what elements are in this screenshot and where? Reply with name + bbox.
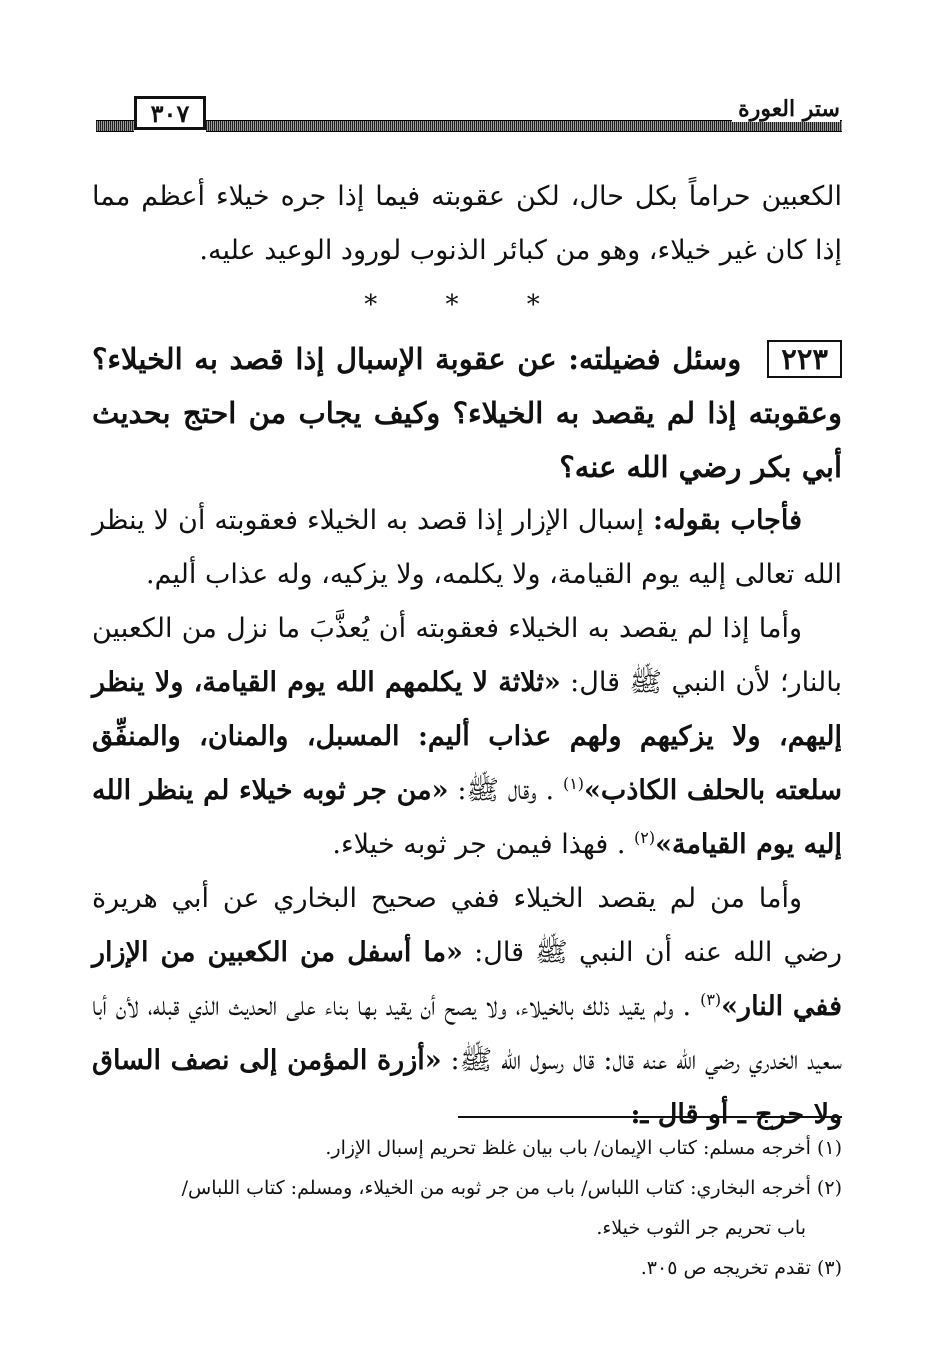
page-header (0, 0, 927, 140)
p2-text-a: وأما إذا لم يقصد به الخيلاء فعقوبته أن يُعذَّبَ ما نزل من الكعبين بالنار؛ لأن النبي ﷺ قال: (92, 613, 842, 698)
hadith-2: «من جر ثوبه خيلاء لم ينظر الله إليه يوم القيامة» (92, 775, 842, 860)
running-title: ستر العورة (732, 96, 840, 122)
footnotes (92, 1128, 842, 1288)
footnote-1: (١) أخرجه مسلم: كتاب الإيمان/ باب بيان غلظ تحريم إسبال الإزار. (325, 1137, 842, 1159)
hadith-4: «أزرة المؤمن إلى نصف الساق ولا حرج ـ أو قال ـ: (92, 1045, 842, 1130)
p2-text-c: . فهذا فيمن جر ثوبه خيلاء. (332, 829, 634, 860)
section-separator: * * * (364, 290, 570, 320)
footnote-2: (٢) أخرجه البخاري: كتاب اللباس/ باب من جر ثوبه من الخيلاء، ومسلم: كتاب اللباس/ (181, 1177, 842, 1199)
answer-paragraph (92, 494, 842, 602)
main-text (92, 170, 842, 1142)
footnote-divider (458, 1116, 842, 1118)
hadith-3: «ما أسفل من الكعبين من الإزار ففي النار» (92, 937, 842, 1022)
footnote-3: (٣) تقدم تخريجه ص ٣٠٥. (640, 1257, 842, 1279)
footnote-mark-3: (٣) (700, 990, 722, 1009)
p3-text-b: . ولم يقيد ذلك بالخيلاء، ولا يصح أن يقيد بها بناء على الحديث الذي قبله، لأن أبا سعيد الخدري رضي الله عنه قال: قال رسول الله ﷺ: (92, 991, 842, 1076)
answer-lead: فأجاب بقوله: (652, 505, 802, 536)
question-number: ٢٢٣ (767, 340, 842, 378)
question-text: وسئل فضيلته: عن عقوبة الإسبال إذا قصد به الخيلاء؟ وعقوبته إذا لم يقصد به الخيلاء؟ وكيف يجاب من احتج بحديث أبي بكر رضي الله عنه؟ (92, 342, 842, 484)
footnote-mark-2: (٢) (634, 828, 656, 847)
answer-text: إسبال الإزار إذا قصد به الخيلاء فعقوبته أن لا ينظر الله تعالى إليه يوم القيامة، ولا يكلمه، ولا يزكيه، وله عذاب أليم. (92, 505, 842, 590)
question-paragraph (92, 332, 842, 494)
hadith-1: «ثلاثة لا يكلمهم الله يوم القيامة، ولا ينظر إليهم، ولا يزكيهم ولهم عذاب أليم: المسبل، والمنان، والمنفِّق سلعته بالحلف الكاذب» (92, 667, 842, 806)
footnote-2-continued: باب تحريم جر الثوب خيلاء. (596, 1217, 806, 1239)
footnote-mark-1: (١) (562, 774, 585, 793)
header-rule-left (96, 120, 134, 132)
p3-text-a: وأما من لم يقصد الخيلاء ففي صحيح البخاري عن أبي هريرة رضي الله عنه أن النبي ﷺ قال: (92, 883, 842, 968)
page-number: ٣٠٧ (134, 96, 206, 130)
paragraph-1: الكعبين حراماً بكل حال، لكن عقوبته فيما إذا جره خيلاء أعظم مما إذا كان غير خيلاء، وهو من كبائر الذنوب لورود الوعيد عليه. (92, 181, 842, 266)
paragraph-2 (92, 602, 842, 872)
p2-text-b: . وقال ﷺ: (448, 775, 563, 806)
paragraph-3 (92, 872, 842, 1142)
